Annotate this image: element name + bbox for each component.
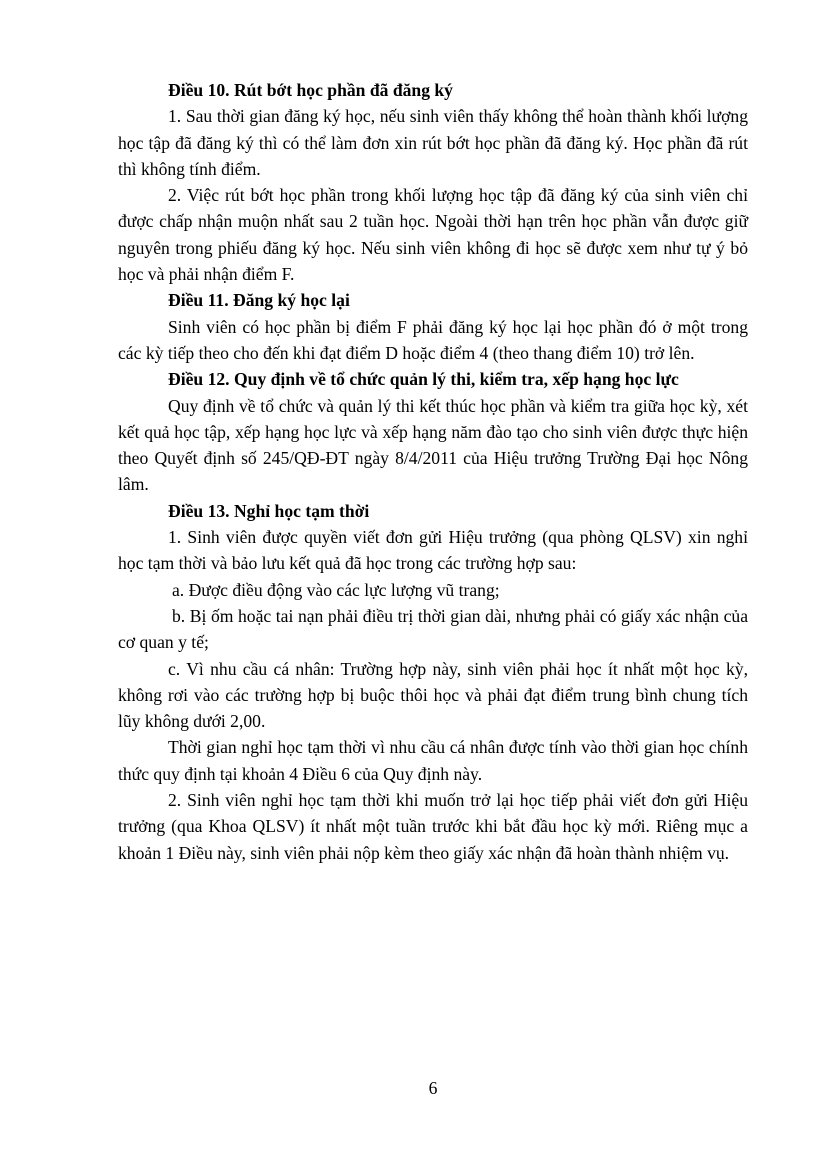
article-13-heading: Điều 13. Nghỉ học tạm thời (168, 500, 370, 521)
article-13-paragraph-time: Thời gian nghỉ học tạm thời vì nhu cầu cá nhân được tính vào thời gian học chính thức quy định tại khoản 4 Điều 6 của Quy định này. (118, 737, 748, 784)
article-12-paragraph-1: Quy định về tổ chức và quản lý thi kết thúc học phần và kiểm tra giữa học kỳ, xét kết quả học tập, xếp hạng học lực và xếp hạng năm đào tạo cho sinh viên được thực hiện theo Quyết định số 245/QĐ-ĐT ngày 8/4/2011 của Hiệu trưởng Trường Đại học Nông lâm. (118, 395, 748, 495)
article-12-heading: Điều 12. Quy định về tổ chức quản lý thi, kiểm tra, xếp hạng học lực (168, 369, 679, 390)
article-11-heading: Điều 11. Đăng ký học lại (168, 290, 350, 311)
article-13-paragraph-2: 2. Sinh viên nghỉ học tạm thời khi muốn trở lại học tiếp phải viết đơn gửi Hiệu trưởng (qua Khoa QLSV) ít nhất một tuần trước khi bắt đầu học kỳ mới. Riêng mục a khoản 1 Điều này, sinh viên phải nộp kèm theo giấy xác nhận đã hoàn thành nhiệm vụ. (118, 790, 748, 863)
article-13-paragraph-1: 1. Sinh viên được quyền viết đơn gửi Hiệu trưởng (qua phòng QLSV) xin nghỉ học tạm thời và bảo lưu kết quả đã học trong các trường hợp sau: (118, 527, 748, 574)
article-10-heading: Điều 10. Rút bớt học phần đã đăng ký (168, 80, 453, 100)
article-11-paragraph-1: Sinh viên có học phần bị điểm F phải đăng ký học lại học phần đó ở một trong các kỳ tiếp theo cho đến khi đạt điểm D hoặc điểm 4 (theo thang điểm 10) trở lên. (118, 316, 748, 363)
document-body (118, 77, 748, 866)
page-number: 6 (428, 1078, 438, 1098)
article-10-paragraph-2: 2. Việc rút bớt học phần trong khối lượng học tập đã đăng ký của sinh viên chỉ được chấp nhận muộn nhất sau 2 tuần học. Ngoài thời hạn trên học phần vẫn được giữ nguyên trong phiếu đăng ký học. Nếu sinh viên không đi học sẽ được xem như tự ý bỏ học và phải nhận điểm F. (118, 185, 748, 285)
article-10-paragraph-1: 1. Sau thời gian đăng ký học, nếu sinh viên thấy không thể hoàn thành khối lượng học tập đã đăng ký thì có thể làm đơn xin rút bớt học phần đã đăng ký. Học phần đã rút thì không tính điểm. (118, 106, 748, 179)
article-13-item-a: a. Được điều động vào các lực lượng vũ trang; (172, 579, 500, 600)
article-13-item-c: c. Vì nhu cầu cá nhân: Trường hợp này, sinh viên phải học ít nhất một học kỳ, không rơi vào các trường hợp bị buộc thôi học và phải đạt điểm trung bình chung tích lũy không dưới 2,00. (118, 658, 748, 732)
article-13-item-b: b. Bị ốm hoặc tai nạn phải điều trị thời gian dài, nhưng phải có giấy xác nhận của cơ quan y tế; (118, 605, 748, 653)
